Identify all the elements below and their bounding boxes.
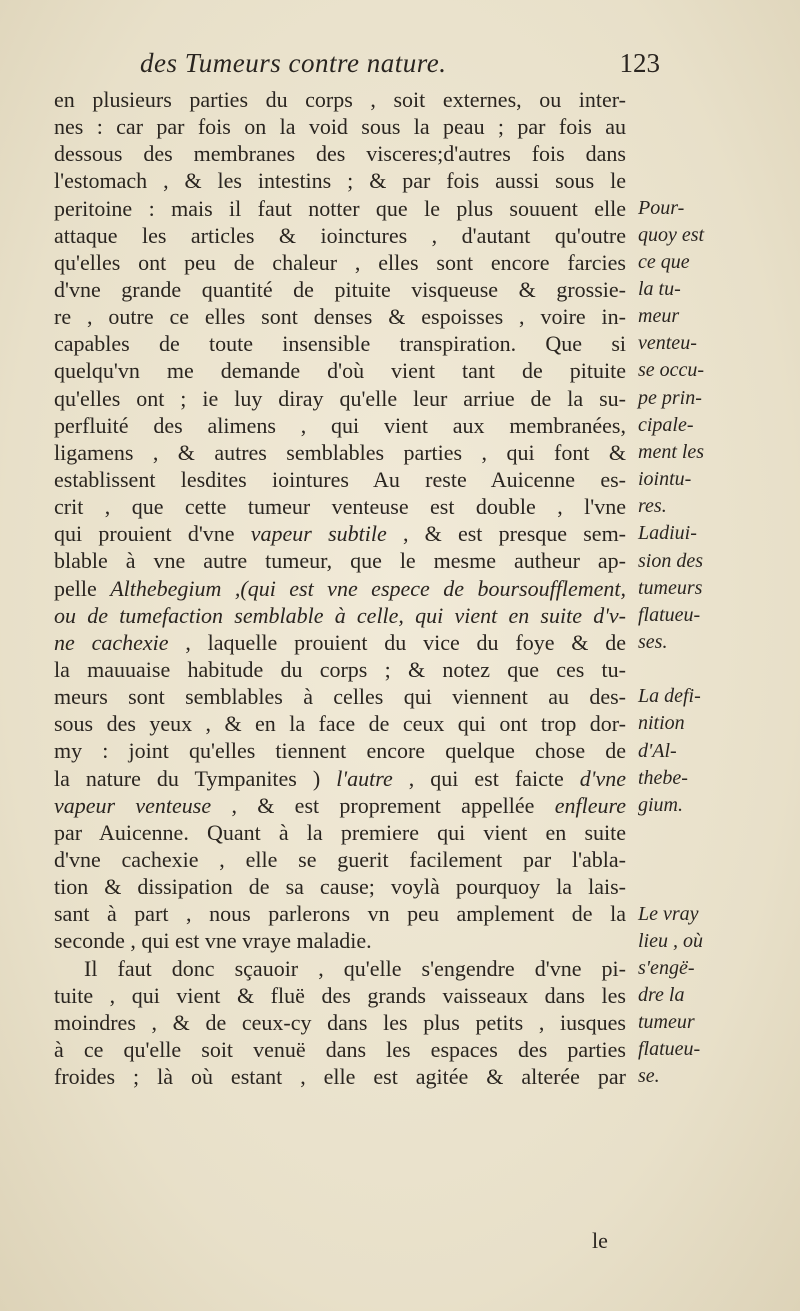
text-line: sous des yeux , & en la face de ceux qui ont trop dor-: [54, 711, 626, 737]
catchword: le: [592, 1228, 608, 1253]
text-line: d'vne grande quantité de pituite visqueuse & grossie-: [54, 276, 626, 302]
text-line: à ce qu'elle soit venuë dans les espaces des parties: [54, 1036, 626, 1062]
text-line: [54, 520, 626, 547]
text-line: qu'elles ont peu de chaleur , elles sont encore farcies: [54, 249, 626, 275]
text-line: tion & dissipation de sa cause; voylà pourquoy la lais-: [54, 874, 626, 900]
margin-note-line: Ladiui-: [638, 522, 697, 545]
italic-span: l'autre: [336, 765, 393, 791]
margin-note-line: se occu-: [638, 359, 705, 382]
text-line: sant à part , nous parlerons vn peu amplement de la: [54, 901, 626, 927]
margin-note-line: Pour-: [638, 196, 685, 219]
text-line: [54, 792, 626, 819]
text-span: , qui est faicte: [392, 765, 580, 791]
margin-note-line: La defi-: [638, 685, 701, 708]
text-line: la mauuaise habitude du corps ; & notez que ces tu-: [54, 656, 626, 682]
text-line: moindres , & de ceux-cy dans les plus petits , iusques: [54, 1009, 626, 1035]
margin-note-line: pe prin-: [638, 386, 702, 409]
text-line: peritoine : mais il faut notter que le plus souuent elle: [54, 195, 626, 221]
text-line: [54, 575, 626, 602]
margin-note: [638, 195, 704, 521]
margin-note-line: tumeur: [638, 1011, 695, 1034]
text-span: qui prouient d'vne: [54, 521, 251, 547]
text-line: qu'elles ont ; ie luy diray qu'elle leur arriue de la su-: [54, 385, 626, 411]
margin-note-line: lieu , où: [638, 929, 703, 952]
margin-note-line: tumeurs: [638, 576, 703, 599]
text-line: par Auicenne. Quant à la premiere qui vient en suite: [54, 819, 626, 845]
italic-span: Althebegium ,(qui est vne espece de boursoufflement,: [110, 575, 626, 601]
margin-note-line: meur: [638, 305, 680, 328]
margin-note-line: sion des: [638, 549, 703, 572]
text-line: dessous des membranes des visceres;d'autres fois dans: [54, 141, 626, 167]
margin-note-line: d'Al-: [638, 739, 677, 762]
text-line: froides ; là où estant , elle est agitée & alterée par: [54, 1064, 626, 1090]
margin-note-line: flatueu-: [638, 1038, 701, 1061]
running-head: [140, 44, 660, 84]
text-line: [54, 629, 626, 656]
margin-note-line: s'engë-: [638, 956, 695, 979]
margin-note-line: thebe-: [638, 766, 688, 789]
text-line: blable à vne autre tumeur, que le mesme autheur ap-: [54, 548, 626, 574]
text-line: en plusieurs parties du corps , soit externes, ou inter-: [54, 87, 626, 112]
text-span: pelle: [54, 575, 111, 601]
text-line: ligamens , & autres semblables parties , qui font &: [54, 439, 626, 465]
margin-note-line: ment les: [638, 440, 705, 463]
italic-span: vapeur subtile: [250, 521, 387, 547]
text-line: re , outre ce elles sont denses & espoisses , voire in-: [54, 304, 626, 330]
text-line: [54, 765, 626, 792]
margin-note-line: ce que: [638, 250, 690, 273]
margin-note: [638, 901, 703, 1091]
text-span: , & est proprement appellée: [211, 792, 555, 818]
italic-span: vapeur venteuse: [54, 792, 212, 818]
margin-note-line: nition: [638, 712, 685, 735]
margin-note: [638, 683, 701, 819]
text-line: establissent lesdites iointures Au reste Auicenne es-: [54, 466, 626, 492]
text-span: la nature du Tympanites ): [54, 765, 337, 791]
italic-span: ne cachexie: [54, 629, 169, 655]
margin-note-line: gium.: [638, 793, 683, 816]
text-line: tuite , qui vient & fluë des grands vaisseaux dans les: [54, 982, 626, 1008]
text-line: d'vne cachexie , elle se guerit facilement par l'abla-: [54, 846, 626, 872]
margin-note-line: quoy est: [638, 223, 705, 246]
text-line: Il faut donc sçauoir , qu'elle s'engendre d'vne pi-: [84, 955, 626, 981]
margin-note: [638, 520, 703, 656]
margin-note-line: Le vray: [638, 902, 699, 925]
text-line: capables de toute insensible transpiration. Que si: [54, 331, 626, 357]
italic-span: d'vne: [579, 765, 626, 791]
margin-note-line: iointu-: [638, 468, 692, 490]
text-line: l'estomach , & les intestins ; & par fois aussi sous le: [54, 168, 626, 194]
italic-span: ou de tumefaction semblable à celle, qui vient en suite d'v-: [54, 602, 626, 628]
text-span: , laquelle prouient du vice du foye & de: [168, 629, 626, 655]
margin-note-line: res.: [638, 495, 667, 518]
text-line: seconde , qui est vne vraye maladie.: [54, 928, 372, 954]
text-line: meurs sont semblables à celles qui viennent au des-: [54, 684, 626, 710]
margin-note-line: flatueu-: [638, 603, 701, 626]
text-line: my : joint qu'elles tiennent encore quelque chose de: [54, 738, 626, 764]
text-line: crit , que cette tumeur venteuse est double , l'vne: [54, 494, 626, 520]
text-line: quelqu'vn me demande d'où vient tant de pituite: [54, 358, 626, 384]
margin-note-line: venteu-: [638, 332, 697, 355]
margin-note-line: cipale-: [638, 413, 694, 436]
page-number: 123: [619, 48, 660, 78]
text-line: perfluité des alimens , qui vient aux membranées,: [54, 412, 626, 438]
running-title: des Tumeurs contre nature.: [140, 48, 447, 78]
margin-note-line: dre la: [638, 983, 685, 1006]
text-span: , & est presque sem-: [386, 521, 627, 547]
main-text-block: [54, 86, 626, 1090]
margin-note-line: se.: [638, 1065, 660, 1088]
text-line: attaque les articles & ioinctures , d'autant qu'outre: [54, 222, 626, 248]
margin-note-line: ses.: [638, 630, 668, 653]
margin-note-line: la tu-: [638, 278, 681, 301]
text-line: nes : car par fois on la void sous la peau ; par fois au: [54, 114, 626, 140]
italic-span: enfleure: [554, 792, 626, 818]
text-line: [54, 602, 626, 629]
